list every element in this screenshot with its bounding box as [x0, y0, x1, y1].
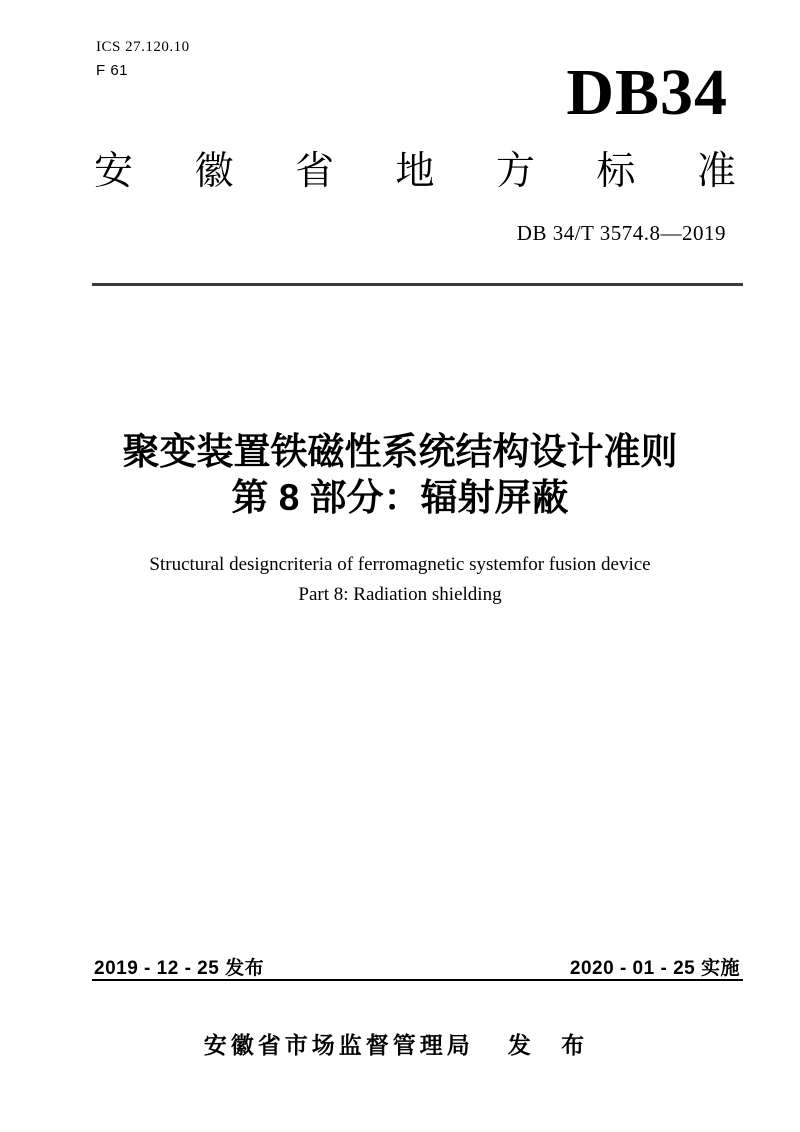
- standard-name-char: 徽: [194, 150, 234, 193]
- standard-name-char: 省: [294, 150, 334, 193]
- standard-name-char: 地: [395, 150, 435, 193]
- publisher-name: 安徽省市场监督管理局: [203, 1032, 474, 1058]
- standard-name-char: 准: [696, 150, 736, 193]
- title-chinese: [0, 429, 800, 521]
- ics-code: ICS 27.120.10: [96, 39, 190, 55]
- title-english-line1: Structural designcriteria of ferromagnetic systemfor fusion device: [149, 554, 651, 575]
- header-divider-rule: [92, 283, 743, 286]
- title-chinese-line1: 聚变装置铁磁性系统结构设计准则: [122, 431, 678, 472]
- standard-name-char: 标: [596, 150, 636, 193]
- ics-classification-block: [96, 36, 190, 82]
- title-english: [0, 550, 800, 610]
- standard-name: [94, 150, 736, 195]
- publish-label: 发 布: [507, 1032, 597, 1058]
- footer-divider-rule: [92, 979, 743, 981]
- db34-logo: DB34: [566, 56, 728, 129]
- implement-date: 2020 - 01 - 25 实施: [569, 958, 740, 979]
- publisher-row: [0, 1027, 800, 1060]
- dates-row: [94, 953, 740, 980]
- issue-date: 2019 - 12 - 25 发布: [94, 958, 265, 979]
- standard-name-char: 安: [94, 150, 134, 193]
- standard-number: DB 34/T 3574.8—2019: [516, 221, 726, 245]
- title-english-line2: Part 8: Radiation shielding: [298, 584, 502, 605]
- title-chinese-line2: 第 8 部分：辐射屏蔽: [231, 477, 569, 518]
- doc-classification-code: F 61: [96, 62, 129, 79]
- standard-name-char: 方: [495, 150, 535, 193]
